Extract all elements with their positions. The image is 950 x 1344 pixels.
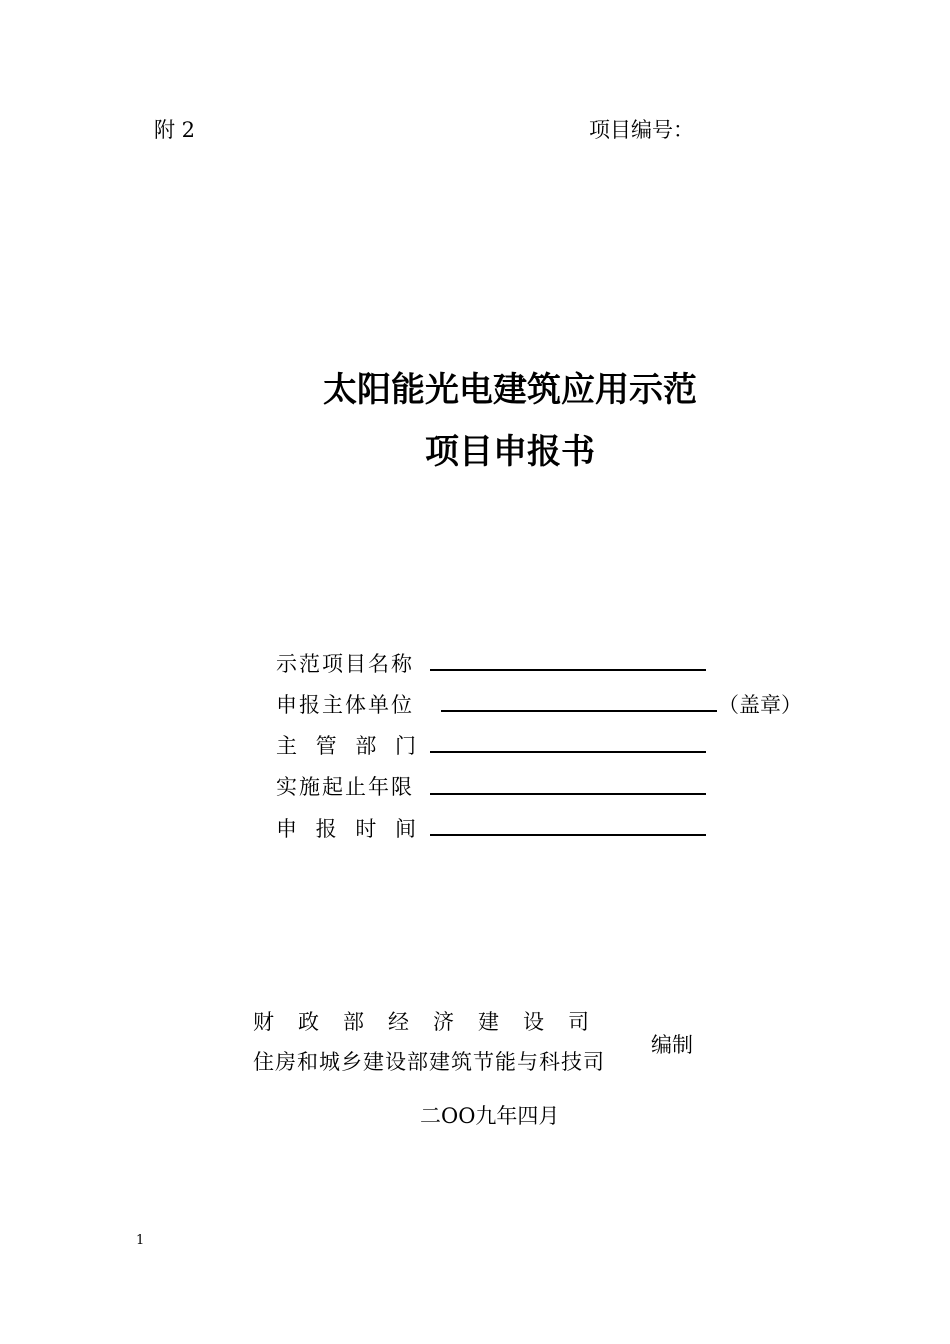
field-label-competent-department: 主 管 部 门 bbox=[276, 734, 423, 758]
field-line-implementation-period[interactable] bbox=[430, 793, 706, 795]
field-line-competent-department[interactable] bbox=[430, 751, 706, 753]
document-title-line2: 项目申报书 bbox=[425, 432, 595, 472]
field-label-implementation-period: 实施起止年限 bbox=[276, 775, 414, 799]
org-ministry-housing: 住房和城乡建设部建筑节能与科技司 bbox=[253, 1050, 605, 1074]
field-label-application-date: 申 报 时 间 bbox=[276, 817, 423, 841]
document-date: 二OO九年四月 bbox=[420, 1104, 560, 1128]
attachment-label: 附 2 bbox=[154, 118, 196, 142]
field-line-application-date[interactable] bbox=[430, 834, 706, 836]
org-ministry-finance: 财政部经济建设司 bbox=[253, 1010, 613, 1034]
project-number-label: 项目编号： bbox=[589, 118, 694, 142]
field-line-applicant-unit[interactable] bbox=[441, 710, 717, 712]
field-label-applicant-unit: 申报主体单位 bbox=[276, 693, 414, 717]
page-number: 1 bbox=[136, 1233, 145, 1248]
compiled-by-label: 编制 bbox=[651, 1033, 693, 1057]
field-line-project-name[interactable] bbox=[430, 669, 706, 671]
stamp-note: （盖章） bbox=[718, 693, 802, 717]
document-title-line1: 太阳能光电建筑应用示范 bbox=[323, 370, 697, 410]
field-label-project-name: 示范项目名称 bbox=[276, 652, 414, 676]
